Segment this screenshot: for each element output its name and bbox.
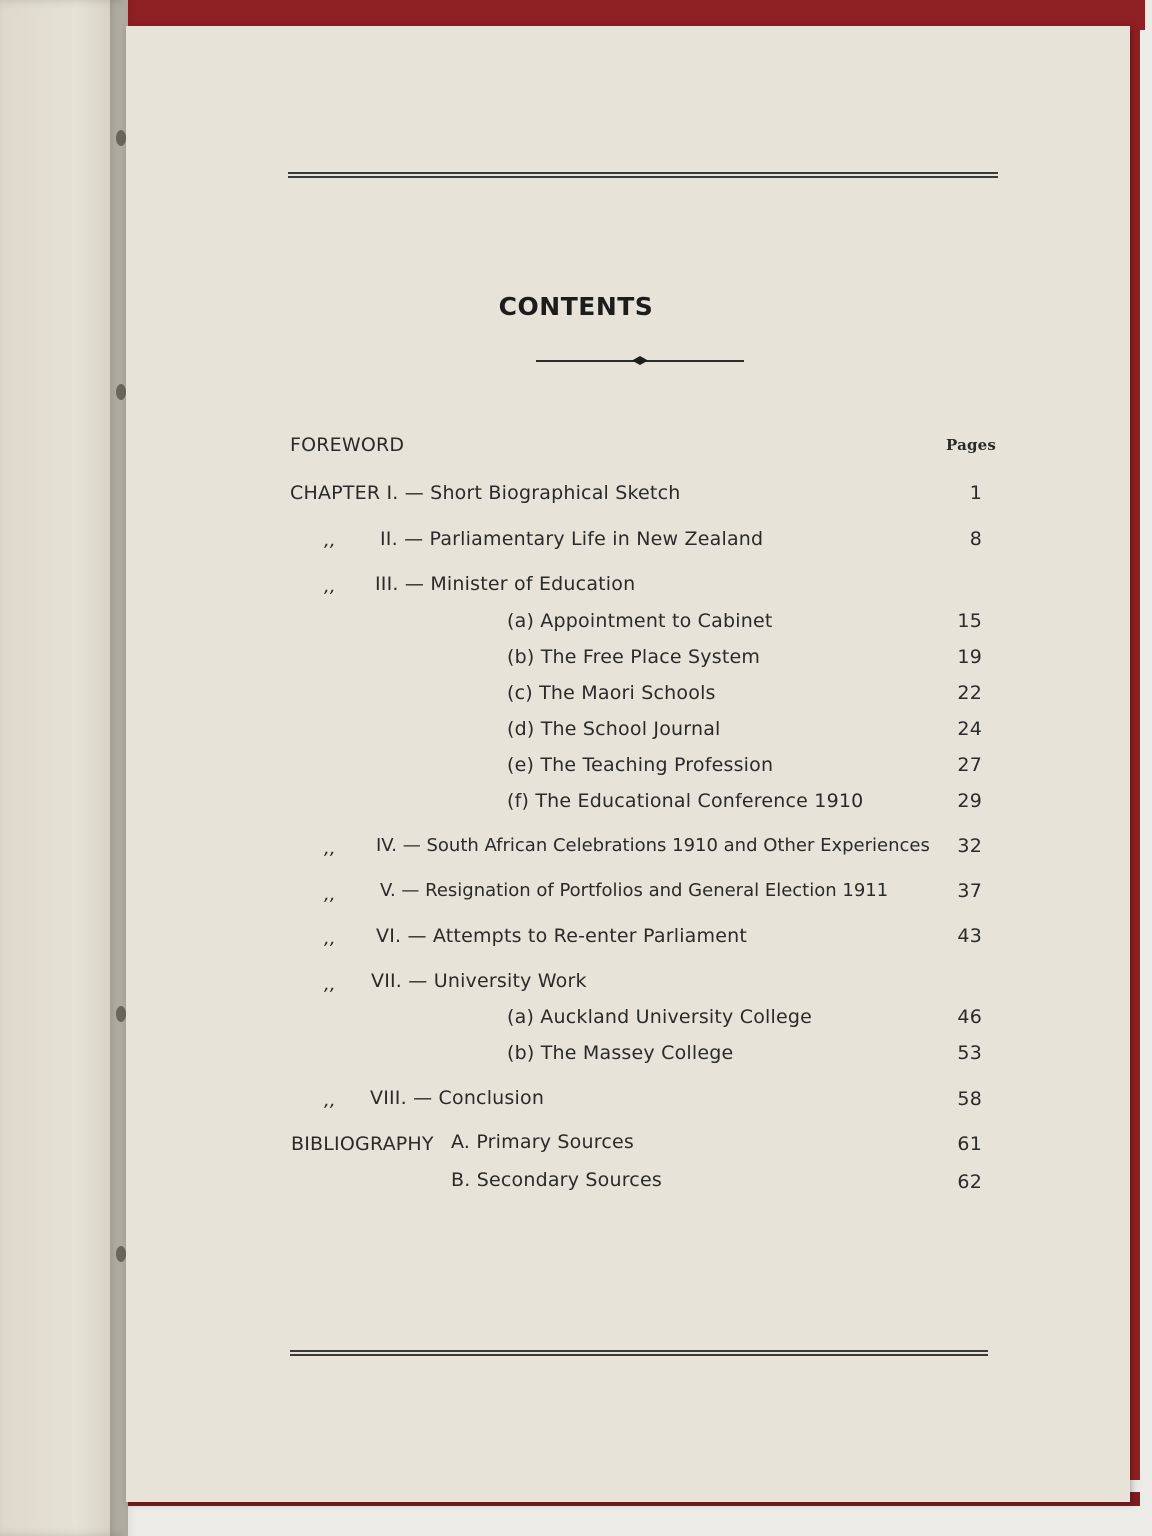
ditto-mark: ,, bbox=[324, 576, 336, 597]
binding-stitch bbox=[116, 130, 126, 146]
foreword-label: FOREWORD bbox=[290, 434, 405, 456]
bottom-double-rule bbox=[290, 1350, 988, 1356]
toc-entry-page: 15 bbox=[957, 610, 982, 632]
toc-subentry-label: (e) The Teaching Profession bbox=[507, 754, 774, 776]
toc-entry-page: 22 bbox=[957, 682, 982, 704]
toc-subentry-label: (b) The Massey College bbox=[507, 1042, 734, 1064]
pages-column-header: Pages bbox=[946, 436, 997, 454]
toc-entry-label: CHAPTER I. — Short Biographical Sketch bbox=[290, 482, 681, 504]
ditto-mark: ,, bbox=[324, 1090, 336, 1111]
toc-subentry-label: (a) Auckland University College bbox=[507, 1006, 813, 1028]
toc-entry-page: 32 bbox=[957, 835, 982, 857]
top-double-rule bbox=[288, 172, 998, 178]
toc-entry-page: 24 bbox=[957, 718, 982, 740]
toc-entry-page: 43 bbox=[957, 925, 982, 947]
toc-entry-page: 53 bbox=[957, 1042, 982, 1064]
ditto-mark: ,, bbox=[324, 974, 336, 995]
toc-entry-page: 1 bbox=[969, 482, 982, 504]
binding-stitch bbox=[116, 1006, 126, 1022]
toc-entry-label: IV. — South African Celebrations 1910 and Other Experiences bbox=[376, 835, 930, 856]
toc-entry-page: 19 bbox=[957, 646, 982, 668]
ditto-mark: ,, bbox=[324, 838, 336, 859]
toc-entry-page: 62 bbox=[957, 1171, 982, 1193]
toc-entry-label: VII. — University Work bbox=[371, 970, 587, 992]
toc-entry-page: 37 bbox=[957, 880, 982, 902]
toc-entry-page: 29 bbox=[957, 790, 982, 812]
toc-entry-page: 61 bbox=[957, 1133, 982, 1155]
binding-stitch bbox=[116, 1246, 126, 1262]
bibliography-item-label: B. Secondary Sources bbox=[451, 1169, 662, 1191]
toc-entry-label: VI. — Attempts to Re-enter Parliament bbox=[376, 925, 748, 947]
toc-subentry-label: (d) The School Journal bbox=[507, 718, 721, 740]
ditto-mark: ,, bbox=[324, 884, 336, 905]
toc-entry-label: VIII. — Conclusion bbox=[370, 1087, 545, 1109]
toc-subentry-label: (f) The Educational Conference 1910 bbox=[507, 790, 864, 812]
bibliography-item-label: A. Primary Sources bbox=[451, 1131, 634, 1153]
toc-entry-page: 58 bbox=[957, 1088, 982, 1110]
toc-subentry-label: (c) The Maori Schools bbox=[507, 682, 716, 704]
bibliography-label: BIBLIOGRAPHY bbox=[291, 1133, 434, 1155]
toc-subentry-label: (b) The Free Place System bbox=[507, 646, 761, 668]
toc-subentry-label: (a) Appointment to Cabinet bbox=[507, 610, 773, 632]
toc-entry-label: II. — Parliamentary Life in New Zealand bbox=[380, 528, 764, 550]
toc-entry-page: 8 bbox=[969, 528, 982, 550]
ditto-mark: ,, bbox=[324, 530, 336, 551]
ditto-mark: ,, bbox=[324, 928, 336, 949]
binding-stitch bbox=[116, 384, 126, 400]
toc-entry-label: V. — Resignation of Portfolios and General Election 1911 bbox=[380, 880, 889, 901]
left-page bbox=[0, 0, 128, 1536]
page-title: CONTENTS bbox=[498, 292, 654, 321]
toc-entry-label: III. — Minister of Education bbox=[375, 573, 636, 595]
toc-entry-page: 27 bbox=[957, 754, 982, 776]
toc-entry-page: 46 bbox=[957, 1006, 982, 1028]
